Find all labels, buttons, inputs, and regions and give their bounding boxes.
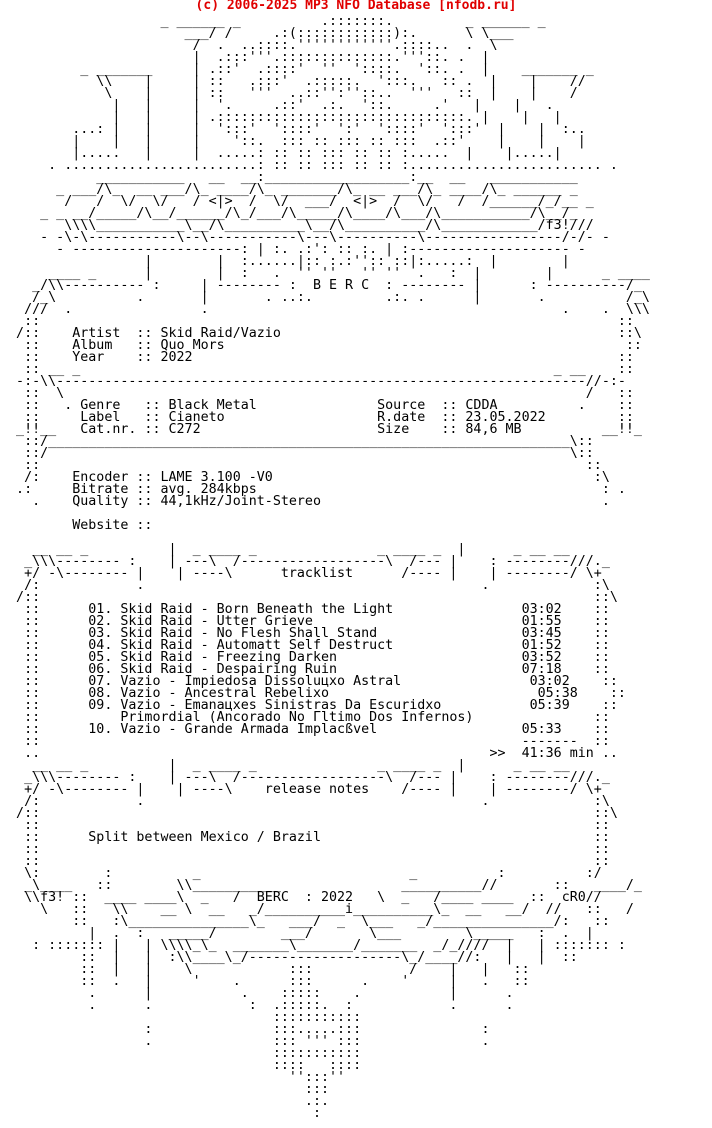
nfo-ascii-document: _ ______ _ .:::::::. _ ______ _ ___/ / .:(::::::::::::):. \ \___ / . ..::::.''''''''''''.::::.. . \ | .:::'''.::::::::::::::.'''::. . | _ _______ | .::' .::::' '' '::::. '::. . | _______ _ \\ | | :: .:::' .:::::. ':::. :: . | | // \ | | :: ''' ..::'':''::.. ''' :: | | / | | | '. .::' .:. '::. .' | | . | | | .:::::::::::::::::::::::::::::::. | | | ...: | | | ':::' '::::' ':' '::::' ':::' | | :.. | | | | '::. ::: :: ::: :: ::: .::' | | | |..... | | .....: :: :: ::: :: :: :..... | |.....| . ........................: :: :: ::: :: :: :........................ . ___________ __ __:__________________:__ __ ___________ _ ___/\_ __ ___/\_ ____/\_ _______/\_ __ ___/\_ ____/\_ ______ _ / / \/ \/ / <|> / \/ ___/ <|> / \/ / /______/_/__ _ _ _ __/_____/\__/______/\_/___/\_____/\____/\___/\___________/\__/_ \\\\___________\__/\__________\__/\__________/\____________/f3!/// - -\-\-----------\--\-----------\---\----------\-----------------/-/- - - ---------------------: | :. .:': :: :. | :-------------------- - | | :......|:: :.:'':: ::|:.....: | | ____ _ | | : . '' '' '' '' . : | | _ ____ _/\\---------- : | -------- : B E R C : -------- | : ----------/_ /_\ . | . ..:. .:. . | . /_\ /// . . . . \\\ :: :: /:: Artist :: Skid Raid/Vazio ::\ :: Album :: Quo Mors :: :: Year :: 2022 :: :: __ _ _ __ :: -:-\\------------------------------------------------------------------//-:- :: \ / :: :: . Genre :: Black Metal Source :: CDDA . :: :: Label :: Cianeto R.date :: 23.05.2022 :: _!!__ Cat.nr. :: C272 Size :: 84,6 MB __!!_ ::/_________________________________________________________________\:: ::/ \:: :: :: /: Encoder :: LAME 3.100 -V0 :\ .: Bitrate :: avg. 284kbps : . . Quality :: 44,1kHz/Joint-Stereo . Website :: __ __ _ | _ ____ _ _ ____ _ | _ __ __ _\\\-------- : | ---\ /------------------\ /--- | : --------///._ +/ -\-------- | | ----\ tracklist /---- | | --------/ \+ /: . . :\ /:: ::\ :: 01. Skid Raid - Born Beneath the Light 03:02 :: :: 02. Skid Raid - Utter Grieve 01:55 :: :: 03. Skid Raid - No Flesh Shall Stand 03:45 :: :: 04. Skid Raid - Automatt Self Destruct 01:52 :: :: 05. Skid Raid - Freezing Darken 03:52 :: :: 06. Skid Raid - Despairing Ruin 07:18 :: :: 07. Vazio - Impiedosa Dissoluцхo Astral 03:02 :: :: 08. Vazio - Ancestral Rebeliхo 05:38 :: :: 09. Vazio - Emanaцхes Sinistras Da Escuridхo 05:39 :: :: Primordial (Ancorado No Гltimo Dos Infernos) :: :: 10. Vazio - Grande Armada Implacßvel 05:33 :: :: ------- :: .. >> 41:36 min .. __ __ _ | _ ____ _ _ ____ _ | _ __ __ _\\\-------- : | ---\ /------------------\ /--- | : --------///._ +/ -\-------- | | ----\ release notes /---- | | --------/ \+ /: . . :\ /:: ::\ :: :: :: Split between Mexico / Brazil :: :: :: :: :: \: : _ _ : :/ _\____ :: \\___________ __________// :: ____/_ \\f3! :: ____ ____\ _ / BERC : 2022 \ _ /____ ____ :: cR0// \ :: \\ __ \ __ _/__________i__________\_ __ __/ // :: / :: :\_______________\_ ___/ _ \___ _/_______________/: :: | . : _____/ ___/ \___ \_____ : . | : ::::::: | | \\\\_\_ _______\_______/_______ _/_//// | | ::::::: : :: | | :\\____\_/-------------------\_/____//: | | :: :: | | \ ::: / | | :: :: . | ' . ::: . ' | . :: . | . ::::: . | . . . : .:::::. : . . ::::::::::: : :::.....::: : . ::: ''' ::: . ::::::::::: :::: :::: '':::'' ::: .:. :: [16, 14, 650, 1121]
nfodb-copyright-header: (c) 2006-2025 MP3 NFO Database [nfodb.ru]: [195, 0, 517, 13]
